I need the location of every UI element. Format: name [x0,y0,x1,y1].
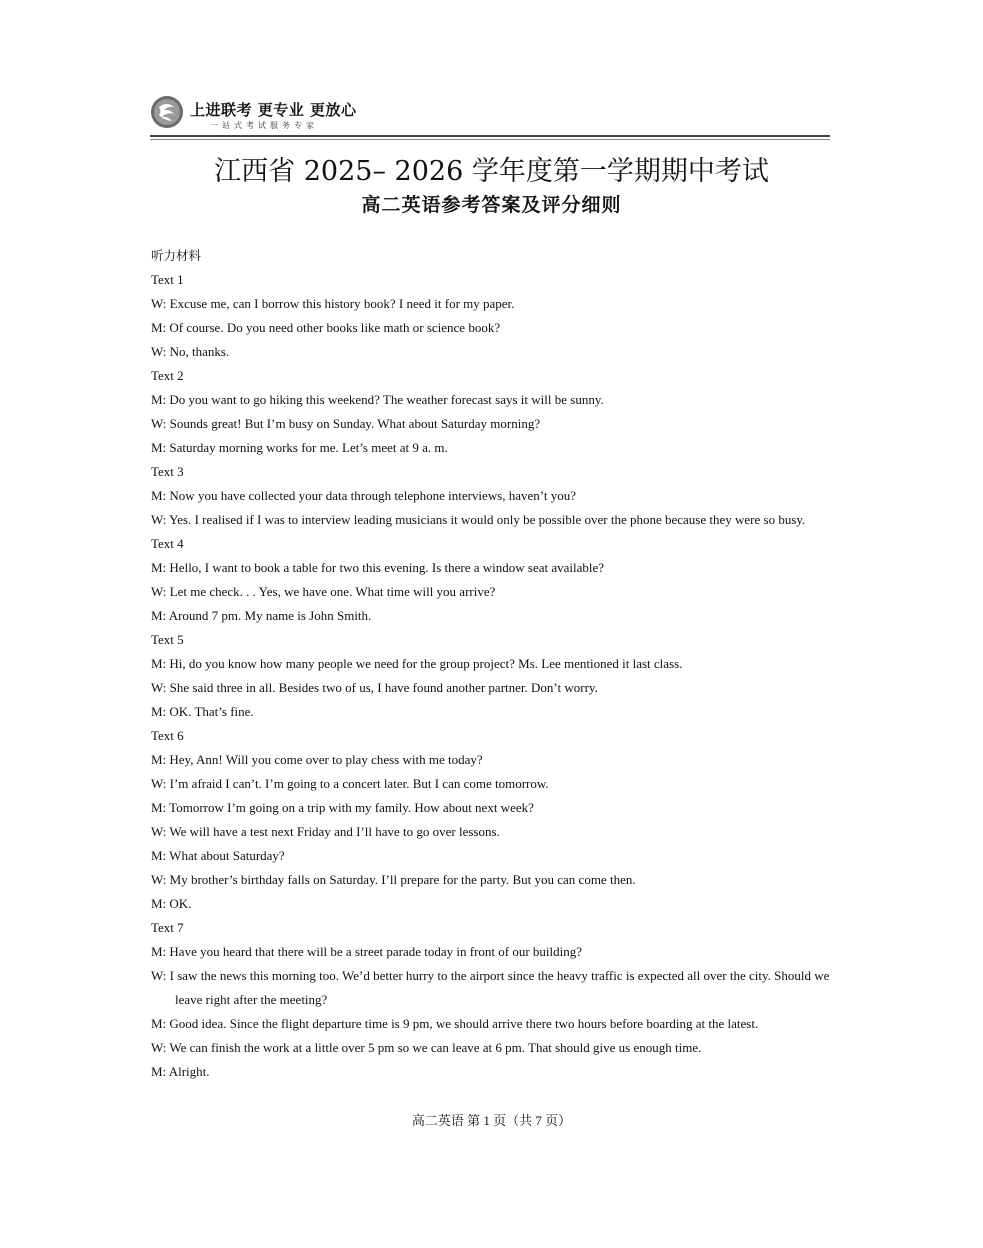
dialogue-line: M: Good idea. Since the flight departure time is 9 pm, we should arrive there two hours before boarding at the latest. [151,1016,759,1031]
dialogue-line: M: Saturday morning works for me. Let’s meet at 9 a. m. [151,440,448,455]
text-section-label: Text 6 [151,728,184,743]
dialogue-line: M: OK. That’s fine. [151,704,254,719]
text-section-label: Text 1 [151,272,184,287]
dialogue-line: M: Do you want to go hiking this weekend? The weather forecast says it will be sunny. [151,392,604,407]
dialogue-line: W: Excuse me, can I borrow this history book? I need it for my paper. [151,296,515,311]
text-section-label: Text 7 [151,920,184,935]
dialogue-line: W: I saw the news this morning too. We’d better hurry to the airport since the heavy traffic is expected all over the city. Should we leave right after the meeting? [151,968,830,1007]
page-title: 江西省 2025– 2026 学年度第一学期期中考试 [214,156,769,187]
dialogue-line: M: Hi, do you know how many people we need for the group project? Ms. Lee mentioned it last class. [151,656,683,671]
text-section-label: Text 4 [151,536,184,551]
dialogue-line: M: Around 7 pm. My name is John Smith. [151,608,372,623]
dialogue-line: W: We will have a test next Friday and I’ll have to go over lessons. [151,824,500,839]
page-subtitle: 高二英语参考答案及评分细则 [361,194,622,216]
dialogue-line: M: Tomorrow I’m going on a trip with my family. How about next week? [151,800,534,815]
brand-tagline: 一站式考试服务专家 [210,121,318,130]
section-heading: 听力材料 [151,248,202,263]
dialogue-line: M: Have you heard that there will be a street parade today in front of our building? [151,944,583,959]
dialogue-line: W: Let me check. . . Yes, we have one. What time will you arrive? [151,584,496,599]
dialogue-line: W: I’m afraid I can’t. I’m going to a concert later. But I can come tomorrow. [151,776,549,791]
dialogue-line: W: Sounds great! But I’m busy on Sunday. What about Saturday morning? [151,416,541,431]
header-rule-thin [150,139,830,140]
listening-transcript [151,244,833,1084]
dialogue-line: M: Of course. Do you need other books like math or science book? [151,320,501,335]
text-section-label: Text 5 [151,632,184,647]
page-footer: 高二英语 第 1 页（共 7 页） [411,1113,572,1128]
swirl-logo-icon [150,95,184,129]
header-rule [150,135,830,137]
dialogue-line: M: Hello, I want to book a table for two this evening. Is there a window seat available? [151,560,605,575]
brand-slogan: 上进联考 更专业 更放心 [190,101,357,119]
dialogue-line: W: She said three in all. Besides two of us, I have found another partner. Don’t worry. [151,680,598,695]
text-section-label: Text 2 [151,368,184,383]
dialogue-line: M: Hey, Ann! Will you come over to play chess with me today? [151,752,483,767]
dialogue-line: M: Now you have collected your data through telephone interviews, haven’t you? [151,488,577,503]
dialogue-line: W: My brother’s birthday falls on Saturday. I’ll prepare for the party. But you can come then. [151,872,636,887]
dialogue-line: M: Alright. [151,1064,210,1079]
text-section-label: Text 3 [151,464,184,479]
dialogue-line: W: Yes. I realised if I was to interview leading musicians it would only be possible over the phone because they were so busy. [151,512,806,527]
dialogue-line: W: No, thanks. [151,344,230,359]
dialogue-line: M: OK. [151,896,192,911]
dialogue-line: W: We can finish the work at a little over 5 pm so we can leave at 6 pm. That should give us enough time. [151,1040,702,1055]
dialogue-line: M: What about Saturday? [151,848,285,863]
